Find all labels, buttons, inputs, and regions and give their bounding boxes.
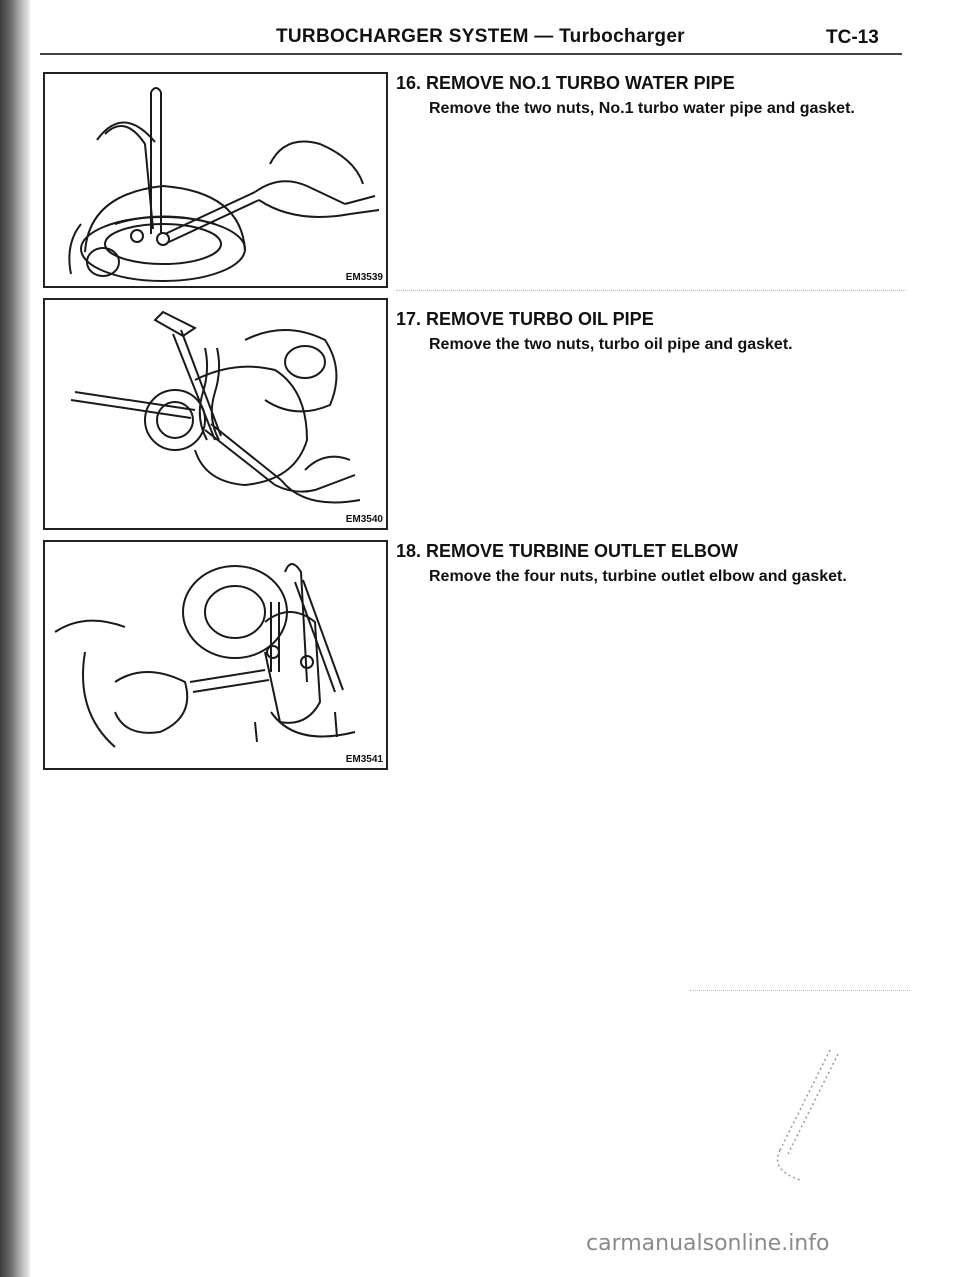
figure-code: EM3541 bbox=[345, 754, 383, 765]
page-number: TC-13 bbox=[826, 27, 879, 48]
step-title: REMOVE TURBO OIL PIPE bbox=[426, 309, 654, 329]
step-18 bbox=[396, 540, 916, 587]
step-title: REMOVE NO.1 TURBO WATER PIPE bbox=[426, 73, 735, 93]
header-divider bbox=[40, 53, 902, 55]
step-description: Remove the two nuts, No.1 turbo water pipe and gasket. bbox=[429, 100, 855, 117]
scan-artifact-line bbox=[690, 990, 910, 991]
binding-shadow bbox=[0, 0, 30, 1277]
step-title: REMOVE TURBINE OUTLET ELBOW bbox=[426, 541, 738, 561]
step-17 bbox=[396, 308, 916, 355]
step-description: Remove the two nuts, turbo oil pipe and gasket. bbox=[429, 336, 793, 353]
figure-code: EM3540 bbox=[345, 514, 383, 525]
step-number: 16. bbox=[396, 73, 422, 93]
scan-artifact-line bbox=[396, 290, 906, 291]
section-title: TURBOCHARGER SYSTEM — Turbocharger bbox=[276, 26, 685, 47]
turbo-oil-pipe-removal-illustration bbox=[45, 300, 386, 528]
figure-water-pipe bbox=[43, 72, 388, 288]
step-heading bbox=[396, 540, 916, 562]
figure-code: EM3539 bbox=[345, 272, 383, 283]
step-number: 17. bbox=[396, 309, 422, 329]
scan-artifact-sketch bbox=[740, 1040, 860, 1190]
step-16 bbox=[396, 72, 916, 119]
turbo-water-pipe-removal-illustration bbox=[45, 74, 386, 286]
turbine-outlet-elbow-removal-illustration bbox=[45, 542, 386, 768]
step-description: Remove the four nuts, turbine outlet elbow and gasket. bbox=[429, 568, 847, 585]
watermark-text: carmanualsonline.info bbox=[586, 1231, 830, 1256]
figure-outlet-elbow bbox=[43, 540, 388, 770]
step-heading bbox=[396, 308, 916, 330]
step-number: 18. bbox=[396, 541, 422, 561]
step-heading bbox=[396, 72, 916, 94]
figure-oil-pipe bbox=[43, 298, 388, 530]
